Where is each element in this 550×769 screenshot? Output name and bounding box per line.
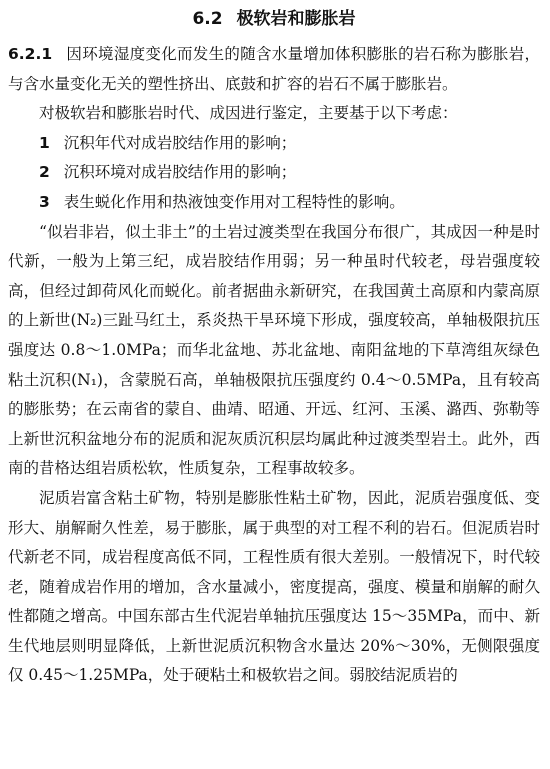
body-paragraph: “似岩非岩，似土非土”的土岩过渡类型在我国分布很广，其成因一种是时代新，一般为上第三纪，成岩胶结作用弱；另一种虽时代较老，母岩强度较高，但经过卸荷风化而蜕化。前者据曲永新研究，在我国黄土高原和内蒙高原的上新世(N₂)三趾马红土，系炎热干旱环境下形成，强度较高，单轴极限抗压强度达 0.8～1.0MPa；而华北盆地、苏北盆地、南阳盆地的下草湾组灰绿色粘土沉积(N₁)，含蒙脱石高，单轴极限抗压强度约 0.4～0.5MPa，且有较高的膨胀势；在云南省的蒙自、曲靖、昭通、开远、红河、玉溪、潞西、弥勒等上新世沉积盆地分布的泥质和泥灰质沉积层均属此种过渡类型岩土。此外，西南的昔格达组岩质松软，性质复杂，工程事故较多。 (8, 222, 540, 478)
list-item-text: 沉积环境对成岩胶结作用的影响； (63, 163, 297, 182)
section-heading (8, 4, 540, 34)
list-item-number: 1 (39, 133, 50, 152)
clause-text: 因环境湿度变化而发生的随含水量增加体积膨胀的岩石称为膨胀岩，与含水量变化无关的塑性挤出、底鼓和扩容的岩石不属于膨胀岩。 (8, 45, 540, 93)
body-paragraph: 泥质岩富含粘土矿物，特别是膨胀性粘土矿物，因此，泥质岩强度低、变形大、崩解耐久性差，易于膨胀，属于典型的对工程不利的岩石。但泥质岩时代新老不同，成岩程度高低不同，工程性质有很大差别。一般情况下，时代较老，随着成岩作用的增加，含水量减小，密度提高，强度、模量和崩解的耐久性都随之增高。中国东部古生代泥岩单轴抗压强度达 15～35MPa，而中、新生代地层则明显降低，上新世泥质沉积物含水量达 20%～30%，无侧限强度仅 0.45～1.25MPa，处于硬粘土和极软岩之间。弱胶结泥质岩的 (8, 488, 540, 685)
section-title: 极软岩和膨胀岩 (236, 9, 356, 29)
section-number: 6.2 (192, 9, 223, 29)
list-item-text: 表生蜕化作用和热液蚀变作用对工程特性的影响。 (63, 192, 405, 211)
list-item (8, 129, 540, 159)
list-item-number: 3 (39, 192, 50, 211)
clause-paragraph (8, 40, 540, 99)
list-item-number: 2 (39, 163, 50, 182)
list-item (8, 158, 540, 188)
clause-number: 6.2.1 (8, 45, 53, 63)
list-item-text: 沉积年代对成岩胶结作用的影响； (63, 133, 297, 152)
intro-paragraph: 对极软岩和膨胀岩时代、成因进行鉴定，主要基于以下考虑： (39, 104, 458, 123)
list-item (8, 188, 540, 218)
